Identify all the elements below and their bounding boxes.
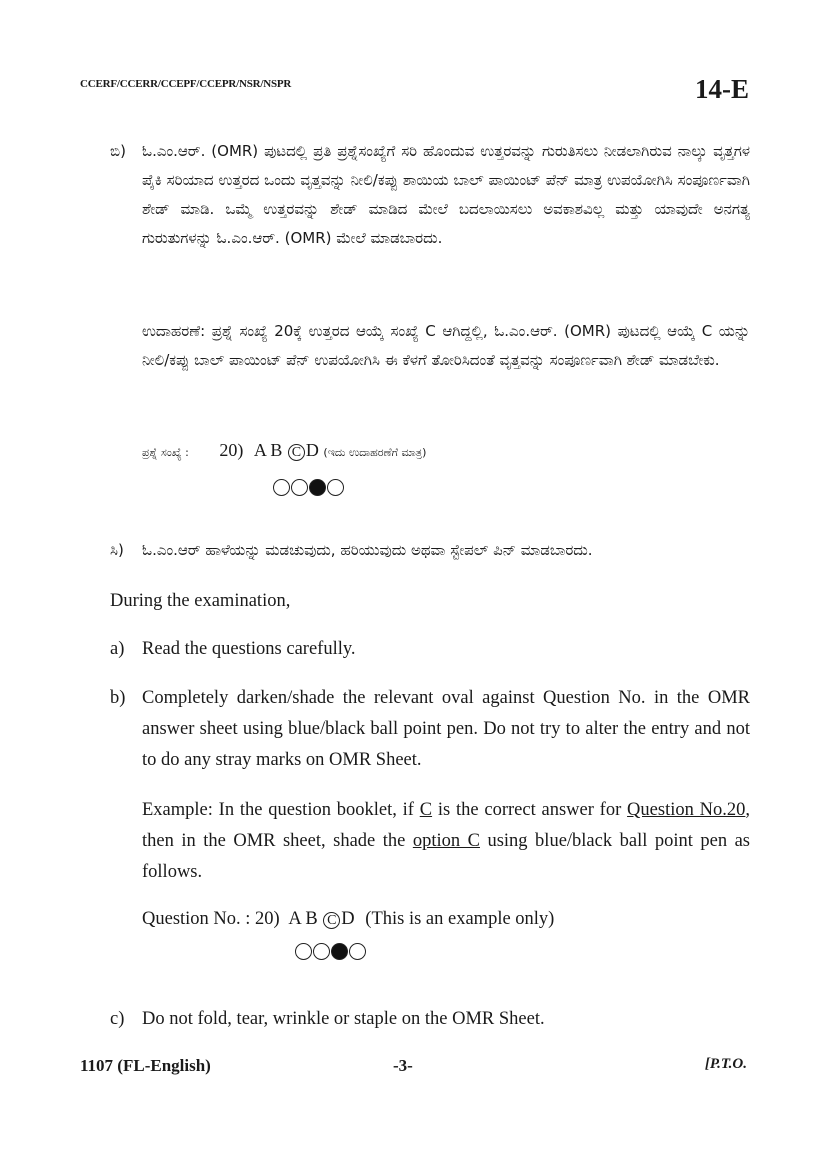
omr-bubble-row bbox=[295, 943, 366, 960]
option-a: A bbox=[253, 440, 266, 460]
kannada-instruction-c bbox=[110, 536, 750, 565]
item-marker: ಸಿ) bbox=[110, 541, 124, 559]
bubble-b bbox=[291, 479, 308, 496]
english-instruction-a bbox=[110, 634, 750, 665]
option-c-circled: C bbox=[288, 444, 305, 461]
item-marker: b) bbox=[110, 688, 126, 708]
option-b: B bbox=[305, 909, 318, 929]
bubble-d bbox=[349, 943, 366, 960]
instruction-text: ಓ.ಎಂ.ಆರ್. (OMR) ಪುಟದಲ್ಲಿ ಪ್ರತಿ ಪ್ರಶ್ನೆಸಂಖ್ಯೆಗೆ ಸರಿ ಹೊಂದುವ ಉತ್ತರವನ್ನು ಗುರುತಿಸಲು ನೀಡಲಾಗಿರುವ ನಾಲ್ಕು ವೃತ್ತಗಳ ಪೈಕಿ ಸರಿಯಾದ ಉತ್ತರದ ಒಂದು ವೃತ್ತವನ್ನು ನೀಲಿ/ಕಪ್ಪು ಶಾಯಿಯ ಬಾಲ್ ಪಾಯಿಂಟ್ ಪೆನ್ ಮಾತ್ರ ಉಪಯೋಗಿಸಿ ಸಂಪೂರ್ಣವಾಗಿ ಶೇಡ್ ಮಾಡಿ. ಒಮ್ಮೆ ಉತ್ತರವನ್ನು ಶೇಡ್ ಮಾಡಿದ ಮೇಲೆ ಬದಲಾಯಿಸಲು ಅವಕಾಶವಿಲ್ಲ ಮತ್ತು ಯಾವುದೇ ಅನಗತ್ಯ ಗುರುತುಗಳನ್ನು ಓ.ಎಂ.ಆರ್. (OMR) ಮೇಲೆ ಮಾಡಬಾರದು. bbox=[142, 142, 750, 247]
instruction-text: Do not fold, tear, wrinkle or staple on the OMR Sheet. bbox=[142, 1009, 545, 1029]
page-code: 14-E bbox=[695, 74, 749, 104]
option-c-circled: C bbox=[323, 912, 340, 929]
english-question-example bbox=[142, 904, 750, 935]
bubble-a bbox=[295, 943, 312, 960]
omr-bubble-row bbox=[273, 479, 344, 496]
english-instruction-c bbox=[110, 1004, 750, 1035]
option-a: A bbox=[288, 909, 301, 929]
example-note: (ಇದು ಉದಾಹರಣೆಗೆ ಮಾತ್ರ) bbox=[323, 446, 427, 459]
question-number-label: Question No. : 20) bbox=[142, 909, 280, 929]
english-intro: During the examination, bbox=[110, 591, 291, 611]
exam-codes-header: CCERF/CCERR/CCEPF/CCEPR/NSR/NSPR bbox=[80, 78, 292, 90]
item-marker: ಬಿ) bbox=[110, 142, 126, 160]
underlined-option-c: option C bbox=[412, 831, 480, 851]
footer-pto: [P.T.O. bbox=[704, 1056, 747, 1072]
bubble-c-filled bbox=[331, 943, 348, 960]
kannada-question-example bbox=[142, 440, 750, 461]
instruction-text: Completely darken/shade the relevant oval against Question No. in the OMR answer sheet using blue/black ball point pen. Do not try to alter the entry and not to do any stray marks on OMR Sheet. bbox=[142, 688, 750, 770]
example-note: (This is an example only) bbox=[365, 909, 555, 929]
bubble-c-filled bbox=[309, 479, 326, 496]
item-marker: c) bbox=[110, 1009, 125, 1029]
example-text-part: using blue/black ball point pen as follows. bbox=[142, 831, 750, 882]
instruction-text: ಓ.ಎಂ.ಆರ್ ಹಾಳೆಯನ್ನು ಮಡಚುವುದು, ಹರಿಯುವುದು ಅಥವಾ ಸ್ಟೇಪಲ್ ಪಿನ್ ಮಾಡಬಾರದು. bbox=[142, 541, 593, 559]
english-instruction-b bbox=[110, 683, 750, 776]
bubble-b bbox=[313, 943, 330, 960]
option-b: B bbox=[270, 440, 283, 460]
item-marker: a) bbox=[110, 639, 125, 659]
bubble-a bbox=[273, 479, 290, 496]
example-text-part: , then in the OMR sheet, shade the bbox=[142, 800, 750, 851]
question-number: 20) bbox=[219, 440, 244, 460]
footer-paper-code: 1107 (FL-English) bbox=[80, 1056, 211, 1075]
kannada-instruction-b bbox=[110, 137, 750, 253]
underlined-option: C bbox=[419, 800, 433, 820]
underlined-question-number: Question No.20 bbox=[627, 800, 746, 820]
option-d: D bbox=[341, 909, 355, 929]
footer-page-number: -3- bbox=[393, 1056, 413, 1075]
question-number-label: ಪ್ರಶ್ನೆ ಸಂಖ್ಯೆ : bbox=[142, 446, 189, 459]
example-text-part: is the correct answer for bbox=[432, 800, 628, 820]
english-example-text bbox=[142, 795, 750, 888]
instruction-text: Read the questions carefully. bbox=[142, 639, 356, 659]
bubble-d bbox=[327, 479, 344, 496]
example-text-part: Example: In the question booklet, if bbox=[142, 800, 420, 820]
option-d: D bbox=[305, 440, 319, 460]
kannada-example-text: ಉದಾಹರಣೆ: ಪ್ರಶ್ನೆ ಸಂಖ್ಯೆ 20ಕ್ಕೆ ಉತ್ತರದ ಆಯ್ಕೆ ಸಂಖ್ಯೆ C ಆಗಿದ್ದಲ್ಲಿ, ಓ.ಎಂ.ಆರ್. (OMR) ಪುಟದಲ್ಲಿ ಆಯ್ಕೆ C ಯನ್ನು ನೀಲಿ/ಕಪ್ಪು ಬಾಲ್ ಪಾಯಿಂಟ್ ಪೆನ್ ಉಪಯೋಗಿಸಿ ಈ ಕೆಳಗೆ ತೋರಿಸಿದಂತೆ ವೃತ್ತವನ್ನು ಸಂಪೂರ್ಣವಾಗಿ ಶೇಡ್ ಮಾಡಬೇಕು. bbox=[142, 322, 750, 369]
